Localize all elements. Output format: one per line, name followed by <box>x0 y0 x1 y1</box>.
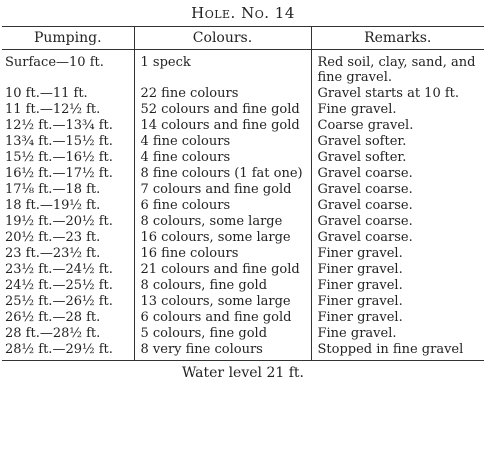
remarks-cell: Gravel coarse. <box>311 181 484 197</box>
colours-cell: 1 speck <box>134 50 311 86</box>
table-row <box>2 85 484 101</box>
colours-cell: 6 fine colours <box>134 197 311 213</box>
pumping-cell: 23½ ft.—24½ ft. <box>5 262 113 277</box>
table-row <box>2 117 484 133</box>
colours-cell: 13 colours, some large <box>134 293 311 309</box>
pumping-cell: 10 ft.—11 ft. <box>5 86 88 101</box>
remarks-cell: Finer gravel. <box>311 245 484 261</box>
pumping-cell: 26½ ft.—28 ft. <box>5 310 101 325</box>
colours-cell: 22 fine colours <box>134 85 311 101</box>
pumping-cell: 23 ft.—23½ ft. <box>5 246 101 261</box>
table-row <box>2 277 484 293</box>
pumping-cell: 19½ ft.—20½ ft. <box>5 214 113 229</box>
pumping-cell: 13¾ ft.—15½ ft. <box>5 134 113 149</box>
colours-cell: 16 colours, some large <box>134 229 311 245</box>
pumping-cell: 20½ ft.—23 ft. <box>5 230 101 245</box>
colours-cell: 4 fine colours <box>134 149 311 165</box>
colours-cell: 16 fine colours <box>134 245 311 261</box>
remarks-cell: Red soil, clay, sand, and fine gravel. <box>311 50 484 86</box>
colours-cell: 8 fine colours (1 fat one) <box>134 165 311 181</box>
remarks-cell: Gravel coarse. <box>311 213 484 229</box>
pumping-cell: 18 ft.—19½ ft. <box>5 198 101 213</box>
table-row <box>2 261 484 277</box>
colours-cell: 7 colours and fine gold <box>134 181 311 197</box>
table-title: Hole. No. 14 <box>191 4 295 22</box>
remarks-cell: Gravel softer. <box>311 149 484 165</box>
table-body <box>2 50 484 361</box>
table-row <box>2 341 484 361</box>
pumping-cell: 12½ ft.—13¾ ft. <box>5 118 113 133</box>
colours-cell: 5 colours, fine gold <box>134 325 311 341</box>
table-row <box>2 101 484 117</box>
remarks-cell: Finer gravel. <box>311 293 484 309</box>
colours-cell: 8 colours, fine gold <box>134 277 311 293</box>
colours-cell: 52 colours and fine gold <box>134 101 311 117</box>
water-level-note: Water level 21 ft. <box>182 365 304 381</box>
table-row <box>2 293 484 309</box>
remarks-cell: Coarse gravel. <box>311 117 484 133</box>
drilling-log-table <box>2 26 484 361</box>
table-row <box>2 309 484 325</box>
colours-cell: 6 colours and fine gold <box>134 309 311 325</box>
table-row <box>2 149 484 165</box>
colours-cell: 4 fine colours <box>134 133 311 149</box>
colours-cell: 21 colours and fine gold <box>134 261 311 277</box>
header-colours: Colours. <box>134 27 311 50</box>
header-pumping: Pumping. <box>2 27 134 50</box>
table-row <box>2 165 484 181</box>
remarks-cell: Fine gravel. <box>311 325 484 341</box>
pumping-cell: Surface—10 ft. <box>5 55 104 70</box>
remarks-cell: Finer gravel. <box>311 261 484 277</box>
table-row <box>2 229 484 245</box>
table-row <box>2 181 484 197</box>
pumping-cell: 17⅛ ft.—18 ft. <box>5 182 101 197</box>
pumping-cell: 15½ ft.—16½ ft. <box>5 150 113 165</box>
pumping-cell: 28 ft.—28½ ft. <box>5 326 101 341</box>
table-row <box>2 50 484 86</box>
header-row <box>2 27 484 50</box>
remarks-cell: Gravel coarse. <box>311 229 484 245</box>
remarks-cell: Fine gravel. <box>311 101 484 117</box>
colours-cell: 8 very fine colours <box>134 341 311 361</box>
colours-cell: 8 colours, some large <box>134 213 311 229</box>
remarks-cell: Gravel coarse. <box>311 197 484 213</box>
table-row <box>2 325 484 341</box>
remarks-cell: Gravel coarse. <box>311 165 484 181</box>
table-row <box>2 213 484 229</box>
remarks-cell: Finer gravel. <box>311 309 484 325</box>
pumping-cell: 24½ ft.—25½ ft. <box>5 278 113 293</box>
pumping-cell: 16½ ft.—17½ ft. <box>5 166 113 181</box>
pumping-cell: 28½ ft.—29½ ft. <box>2 341 134 361</box>
table-row <box>2 133 484 149</box>
pumping-cell: 25½ ft.—26½ ft. <box>5 294 113 309</box>
remarks-cell: Gravel softer. <box>311 133 484 149</box>
table-row <box>2 245 484 261</box>
remarks-cell: Stopped in fine gravel <box>311 341 484 361</box>
remarks-cell: Finer gravel. <box>311 277 484 293</box>
colours-cell: 14 colours and fine gold <box>134 117 311 133</box>
header-remarks: Remarks. <box>311 27 484 50</box>
remarks-cell: Gravel starts at 10 ft. <box>311 85 484 101</box>
table-row <box>2 197 484 213</box>
pumping-cell: 11 ft.—12½ ft. <box>5 102 101 117</box>
